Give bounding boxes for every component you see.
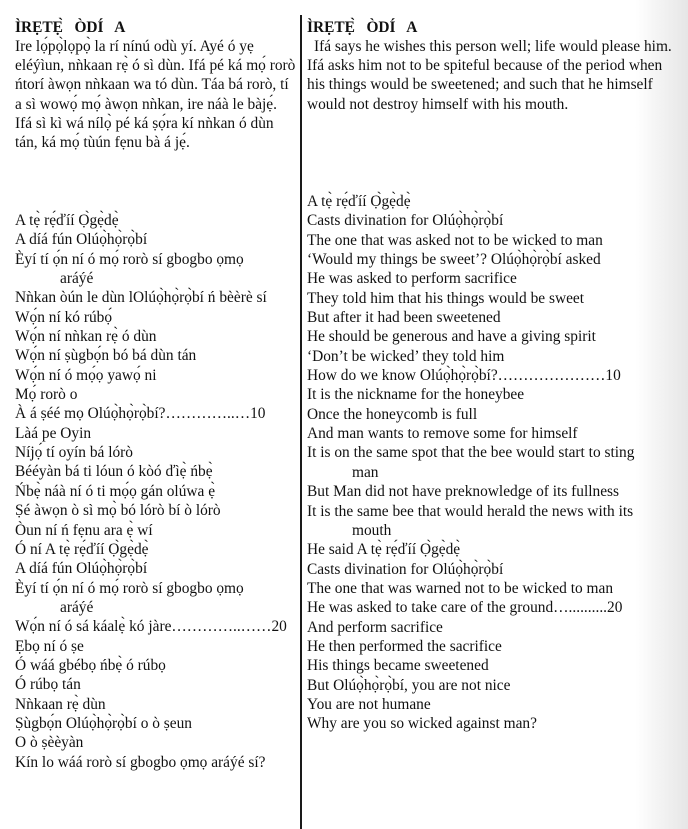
verse-line: A díá fún Olúọ̀họ̀rọ̀bí: [15, 560, 148, 578]
verse-line: Èyí tí ọ́n ní ó mọ́ rorò sí gbogbo ọmọ: [15, 250, 244, 268]
verse-line: But Man did not have preknowledge of its fullness: [307, 483, 620, 501]
verse-line: He then performed the sacrifice: [307, 637, 502, 655]
verse-line: ‘Would my things be sweet’? Olúọ̀họ̀rọ̀bí asked: [307, 251, 601, 269]
verse-line: Ó ní A tẹ̀ rẹ́ďíí Ọ̀gẹ̀dẹ̀: [15, 540, 149, 558]
verse-line: Ńbẹ̀ náà ní ó ti mọ́ọ gán olúwa ẹ̀: [15, 482, 216, 500]
column-divider: [300, 15, 302, 829]
verse-line: Bééyàn bá ti lóun ó kòó ďìẹ̀ ńbẹ̀: [15, 463, 213, 481]
verse-line: He said A tẹ̀ rẹ́ďíí Ọ̀gẹ̀dẹ̀: [307, 541, 461, 559]
verse-line: Casts divination for Olúọ̀họ̀rọ̀bí: [307, 212, 504, 230]
verse-line: Wọ́n ní ṣùgbọ́n bó bá dùn tán: [15, 347, 197, 365]
verse-line: He should be generous and have a giving spirit: [307, 328, 596, 346]
verse-line: Wọ́n ní nǹkan rẹ̀ ó dùn: [15, 328, 157, 346]
intro-paragraph-yoruba: Ire lọ́pọ̀lọpọ̀ la rí nínú odù yí. Ayé ó yẹ eléýìun, nǹkaan rẹ̀ ó sì dùn. Ifá pé ká mọ́ rorò ńtorí àwọn nǹkaan wa tó dùn. Táa bá rorò, tí a sì wowọ́ mọ́ àwọn nǹkan, ire náà le bàjẹ́. Ifá sì kì wá nílọ̀ pé ká ṣọ́ra kí nǹkan ó dùn tán, ká mọ́ tùún fẹnu bà á jẹ́.: [15, 38, 296, 152]
verse-line: He was asked to take care of the ground…..........20: [307, 599, 623, 617]
verse-line: Ó rúbọ tán: [15, 676, 81, 694]
verse-line: Ṣé àwọn ò sì mọ̀ bó lórò bí ò lórò: [15, 502, 221, 520]
verse-line: Òun ní ń fẹnu ara ẹ̀ wí: [15, 521, 153, 539]
verse-line: But after it had been sweetened: [307, 309, 501, 327]
verse-line: It is on the same spot that the bee would start to sting: [307, 444, 635, 462]
verse-line: Once the honeycomb is full: [307, 405, 478, 423]
verse-line-continuation: mouth: [352, 521, 392, 539]
verse-line: Wọ́n ní kó rúbọ́: [15, 308, 113, 326]
verse-yoruba: [15, 211, 297, 772]
verse-line: Wọ́n ní ó mọ́ọ yawọ́ ni: [15, 366, 157, 384]
verse-line: Èyí tí ọ́n ní ó mọ́ rorò sí gbogbo ọmọ: [15, 579, 244, 597]
verse-line-continuation: man: [352, 463, 379, 481]
verse-line: Kín lo wáá rorò sí gbogbo ọmọ aráýé sí?: [15, 753, 266, 771]
verse-line: But Olúọ̀họ̀rọ̀bí, you are not nice: [307, 676, 511, 694]
verse-line-continuation: aráýé: [60, 598, 94, 616]
verse-line: Casts divination for Olúọ̀họ̀rọ̀bí: [307, 560, 504, 578]
verse-line: Ṣùgbọ́n Olúọ̀họ̀rọ̀bí o ò ṣeun: [15, 714, 192, 732]
verse-line: It is the same bee that would herald the news with its: [307, 502, 634, 520]
verse-line: The one that was warned not to be wicked to man: [307, 579, 614, 597]
verse-line: Why are you so wicked against man?: [307, 715, 537, 733]
verse-line: ‘Don’t be wicked’ they told him: [307, 347, 505, 365]
verse-line: It is the nickname for the honeybee: [307, 386, 525, 404]
verse-line: Mọ́ rorò o: [15, 386, 78, 404]
verse-line: Nǹkaan rẹ̀ dùn: [15, 695, 106, 713]
verse-line: They told him that his things would be sweet: [307, 289, 585, 307]
verse-line: Wọ́n ní ó sá káalẹ̀ kó jàre…………..……20: [15, 618, 287, 636]
verse-line: And man wants to remove some for himself: [307, 425, 578, 443]
verse-line: A díá fún Olúọ̀họ̀rọ̀bí: [15, 231, 148, 249]
verse-line: O ò ṣèèyàn: [15, 734, 84, 752]
verse-line: Nǹkan òún le dùn lOlúọ̀họ̀rọ̀bí ń bèèrè sí: [15, 289, 267, 307]
verse-line: Làá pe Oyin: [15, 424, 92, 442]
verse-line: How do we know Olúọ̀họ̀rọ̀bí?…………………10: [307, 367, 621, 385]
intro-paragraph-english: Ifá says he wishes this person well; life would please him. Ifá asks him not to be spiteful because of the period when his things would be sweetened; and such that he himself would not destroy himself with his mouth.: [307, 38, 672, 113]
verse-line: He was asked to perform sacrifice: [307, 270, 517, 288]
verse-line: The one that was asked not to be wicked to man: [307, 231, 603, 249]
odu-title-yoruba: ÌRẸTẸ̀ ÒDÍ A: [15, 19, 126, 36]
yoruba-column: [15, 18, 297, 772]
verse-line: Ẹbọ ní ó ṣe: [15, 637, 84, 655]
verse-line: À á ṣéé mọ Olúọ̀họ̀rọ̀bí?…………..…10: [15, 405, 266, 423]
verse-line: Ó wáá gbébọ ńbẹ̀ ó rúbọ: [15, 656, 166, 674]
verse-line: A tẹ̀ rẹ́ďíí Ọ̀gẹ̀dẹ̀: [15, 212, 119, 229]
english-column: [307, 18, 677, 734]
verse-line: You are not humane: [307, 695, 431, 713]
verse-line: Níjọ́ tí oyín bá lórò: [15, 444, 133, 462]
verse-line-continuation: aráýé: [60, 270, 94, 288]
verse-line: His things became sweetened: [307, 657, 489, 675]
verse-line: And perform sacrifice: [307, 618, 443, 636]
odu-title-english: ÌRẸTẸ̀ ÒDÍ A: [307, 19, 418, 36]
verse-english: [307, 192, 677, 734]
verse-line: A tẹ̀ rẹ́ďíí Ọ̀gẹ̀dẹ̀: [307, 193, 411, 210]
